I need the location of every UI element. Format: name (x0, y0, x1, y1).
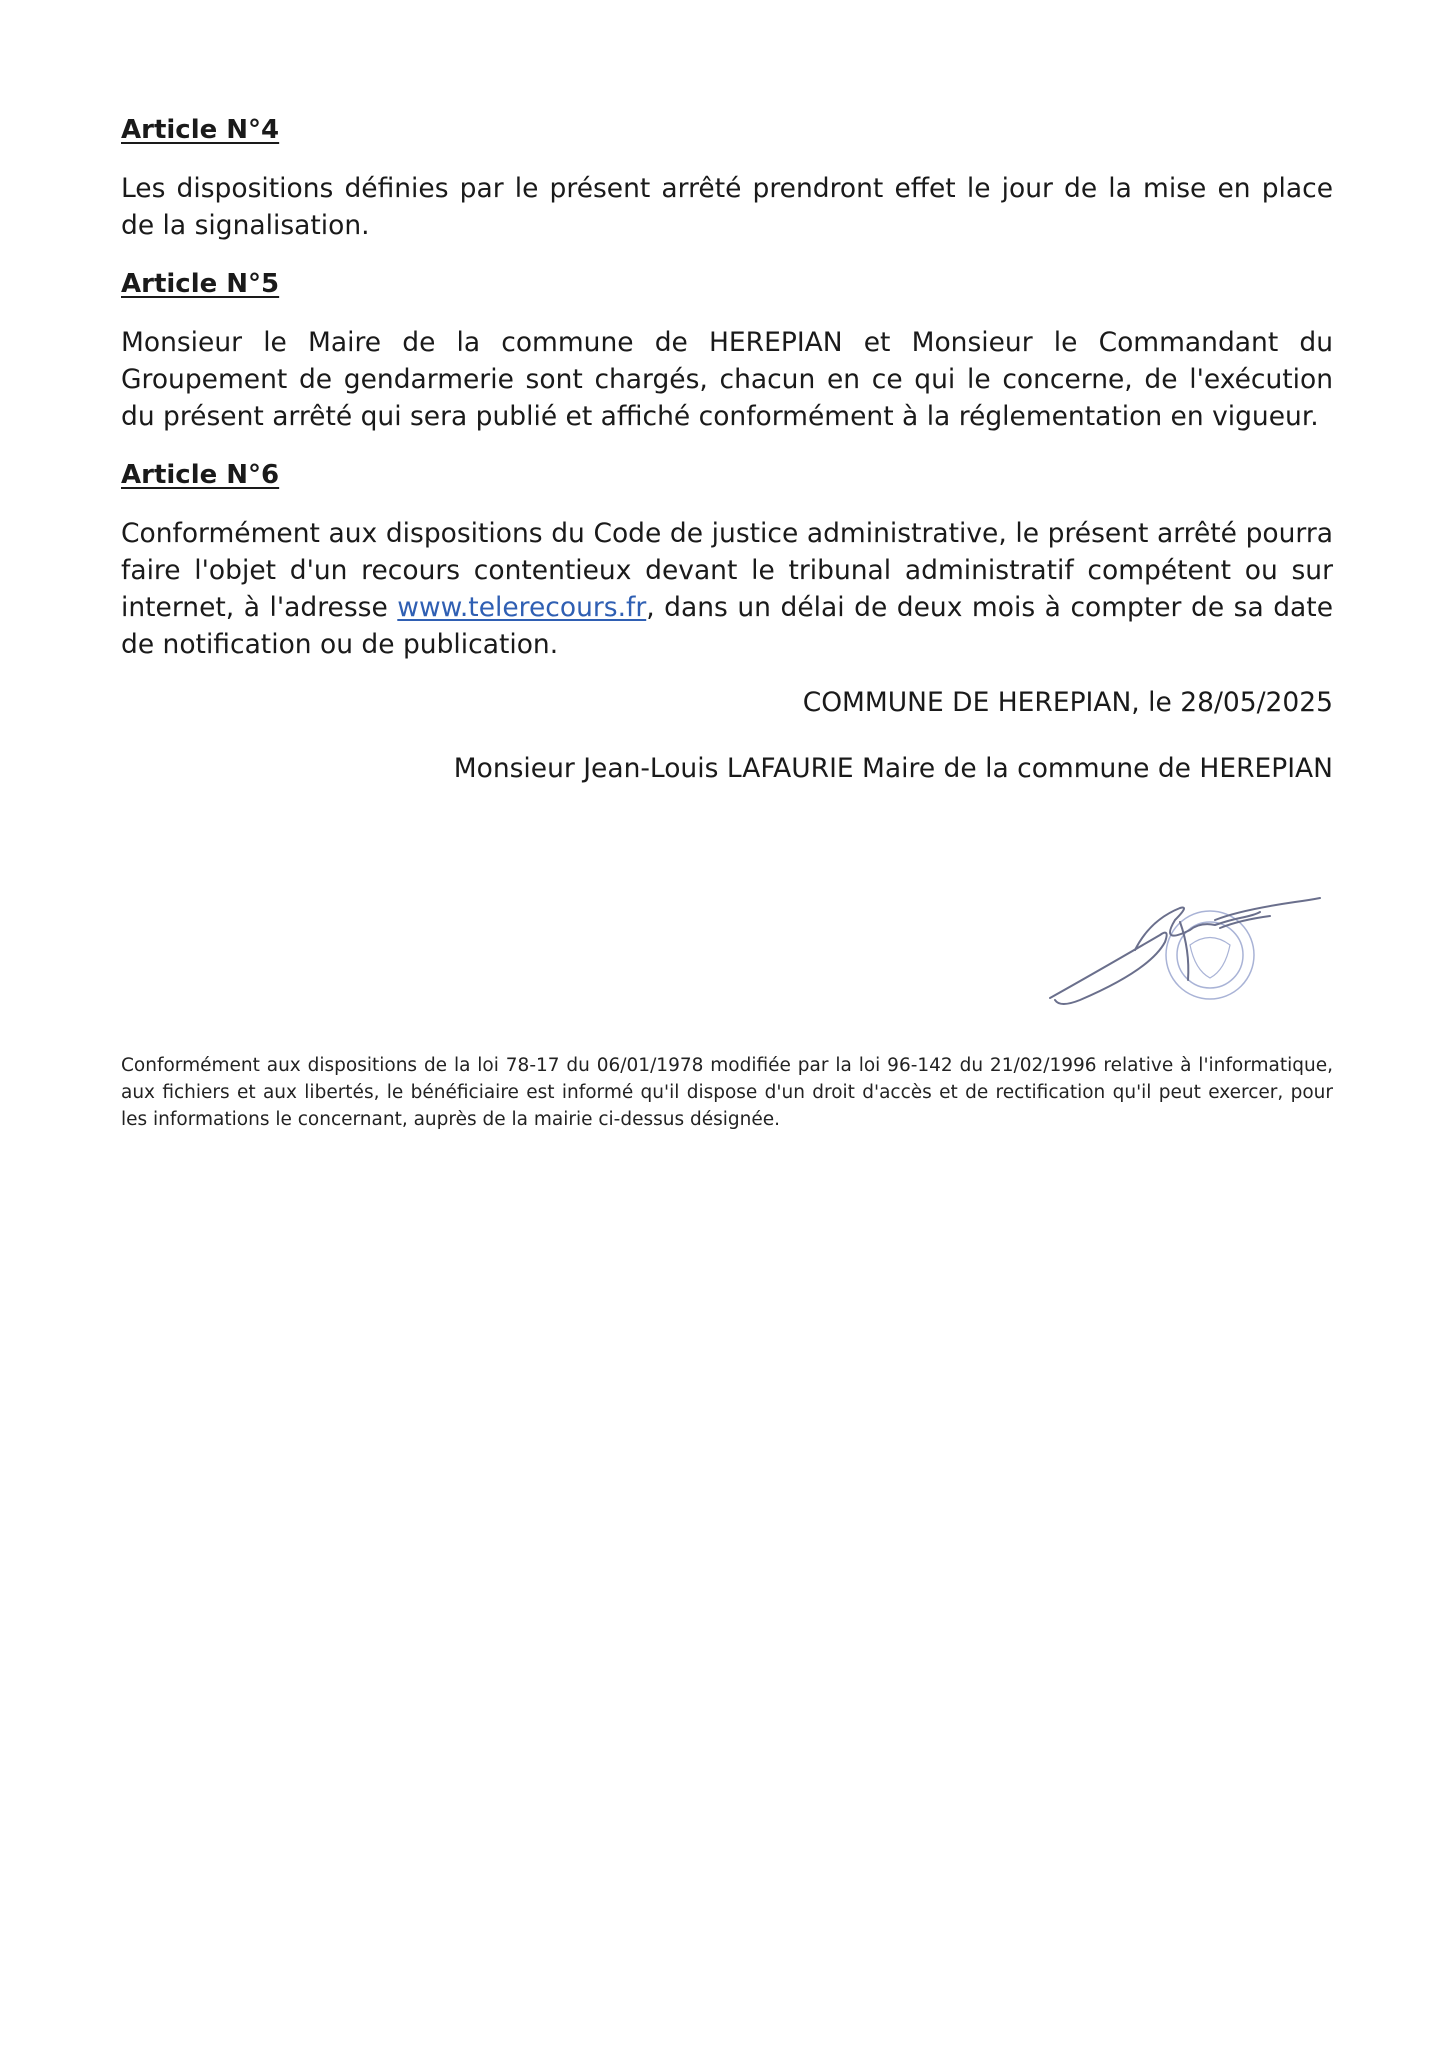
telerecours-link[interactable]: www.telerecours.fr (397, 592, 647, 623)
article-4-title: Article N°4 (121, 115, 280, 145)
place-date: COMMUNE DE HEREPIAN, le 28/05/2025 (802, 687, 1333, 718)
article-4 (121, 112, 1333, 244)
article-5-title: Article N°5 (121, 269, 280, 299)
handwritten-signature (1040, 890, 1330, 1030)
article-6-title: Article N°6 (121, 460, 280, 490)
article-6 (121, 457, 1333, 663)
article-5-text: Monsieur le Maire de la commune de HEREPIAN et Monsieur le Commandant du Groupement de gendarmerie sont chargés, chacun en ce qui le concerne, de l'exécution du présent arrêté qui sera publié et affiché conformément à la réglementation en vigueur. (121, 327, 1333, 432)
article-4-text: Les dispositions définies par le présent arrêté prendront effet le jour de la mise en place de la signalisation. (121, 173, 1333, 241)
article-6-text (121, 515, 1333, 663)
data-protection-notice: Conformément aux dispositions de la loi 78-17 du 06/01/1978 modifiée par la loi 96-142 du 21/02/1996 relative à l'informatique, aux fichiers et aux libertés, le bénéficiaire est informé qu'il dispose d'un droit d'accès et de rectification qu'il peut exercer, pour les informations le concernant, auprès de la mairie ci-dessus désignée. (121, 1054, 1333, 1130)
article-6-text-after-link: , dans un délai de deux mois à compter de sa date de notification ou de publication. (121, 592, 1333, 660)
article-5 (121, 266, 1333, 435)
signatory: Monsieur Jean-Louis LAFAURIE Maire de la commune de HEREPIAN (453, 753, 1333, 784)
article-6-text-before-link: Conformément aux dispositions du Code de justice administrative, le présent arrêté pourra faire l'objet d'un recours contentieux devant le tribunal administratif compétent ou sur internet, à l'adresse (121, 518, 1333, 623)
document-page (121, 112, 1333, 787)
signature-block (121, 685, 1333, 787)
